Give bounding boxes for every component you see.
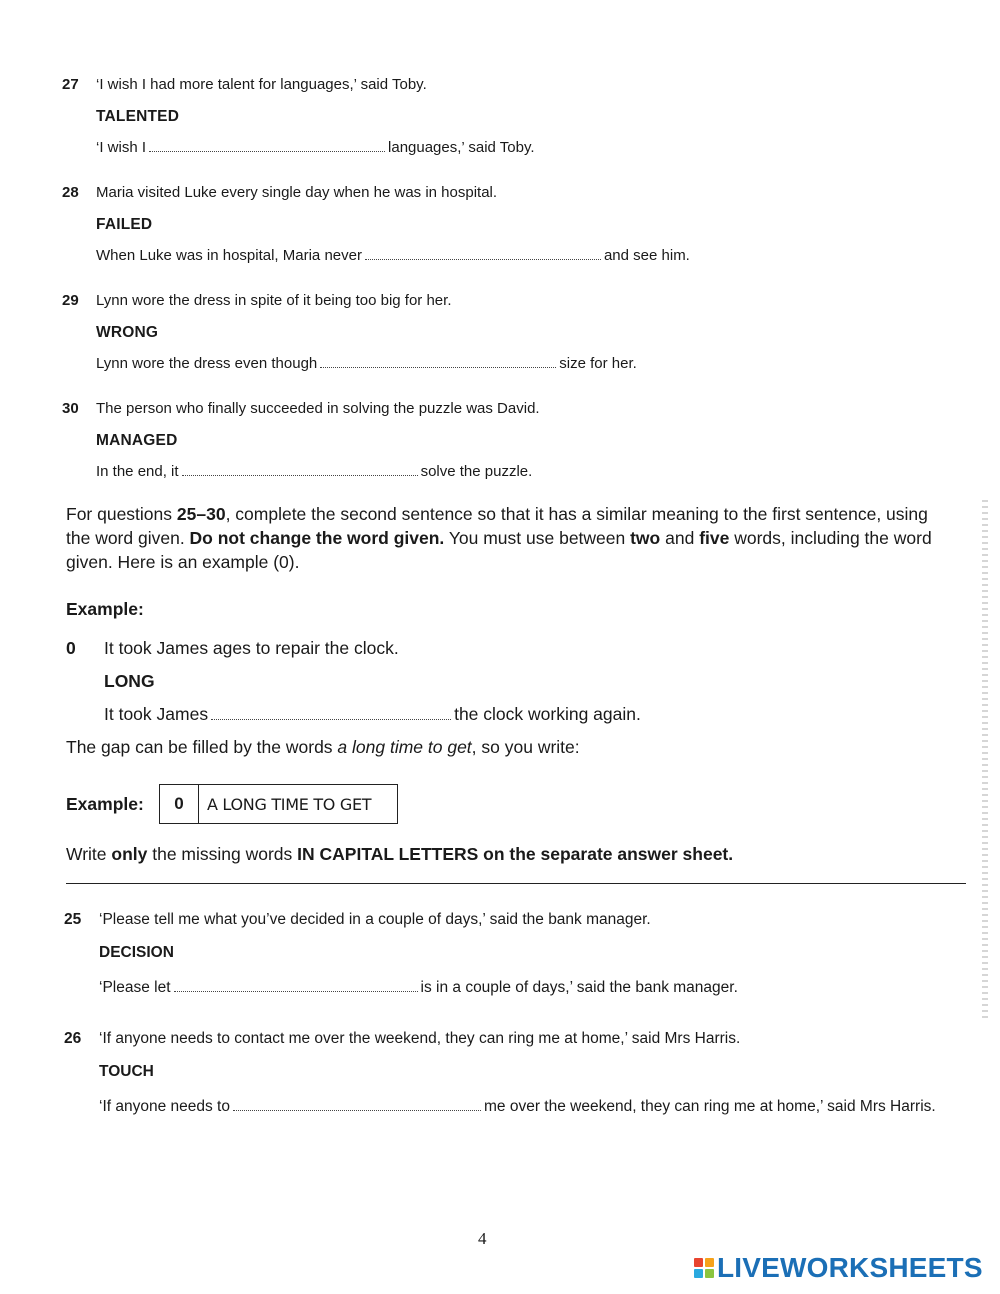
gap-after: is in a couple of days,’ said the bank manager. bbox=[420, 979, 738, 996]
gap-note-italic: a long time to get bbox=[337, 737, 472, 757]
question-gapped-sentence bbox=[96, 463, 532, 480]
question-original-sentence: Maria visited Luke every single day when he was in hospital. bbox=[96, 184, 498, 201]
answer-gap[interactable] bbox=[149, 139, 385, 152]
instr-text: and bbox=[660, 528, 700, 548]
gap-after: solve the puzzle. bbox=[420, 463, 533, 480]
answer-gap[interactable] bbox=[320, 355, 556, 368]
answer-gap[interactable] bbox=[365, 247, 601, 260]
question-keyword: WRONG bbox=[96, 324, 159, 341]
question-gapped-sentence bbox=[96, 139, 535, 156]
instr-two: two bbox=[630, 528, 661, 548]
instr-bold: Do not change the word given. bbox=[189, 528, 445, 548]
question-original-sentence: ‘I wish I had more talent for languages,’ said Toby. bbox=[96, 76, 427, 93]
gap-before: It took James bbox=[104, 704, 209, 724]
answer-gap[interactable] bbox=[233, 1098, 481, 1111]
question-gapped-sentence bbox=[99, 976, 949, 1000]
example-number: 0 bbox=[66, 638, 76, 658]
write-note-only: only bbox=[111, 844, 148, 864]
gap-after: size for her. bbox=[559, 355, 637, 372]
gap-before: When Luke was in hospital, Maria never bbox=[96, 247, 362, 264]
question-keyword: TOUCH bbox=[99, 1063, 154, 1080]
instructions-paragraph bbox=[66, 502, 956, 574]
liveworksheets-logo bbox=[694, 1252, 983, 1284]
question-number: 28 bbox=[62, 184, 79, 201]
section-divider bbox=[66, 883, 966, 884]
gap-before: Lynn wore the dress even though bbox=[96, 355, 318, 372]
question-original-sentence: The person who finally succeeded in solving the puzzle was David. bbox=[96, 400, 540, 417]
gap-before: In the end, it bbox=[96, 463, 179, 480]
gap-after: languages,’ said Toby. bbox=[388, 139, 535, 156]
write-note bbox=[66, 842, 956, 866]
question-keyword: TALENTED bbox=[96, 108, 180, 125]
question-number: 30 bbox=[62, 400, 79, 417]
example-keyword: LONG bbox=[104, 671, 155, 691]
write-note-b: the missing words bbox=[147, 844, 298, 864]
question-original-sentence: ‘Please tell me what you’ve decided in a couple of days,’ said the bank manager. bbox=[99, 911, 651, 928]
example-gap bbox=[211, 707, 451, 720]
instr-text: , complete the second sentence so that it has a similar meaning to the first sentence, using the word given. bbox=[66, 504, 928, 548]
example-answer-box bbox=[159, 784, 398, 824]
question-gapped-sentence bbox=[96, 247, 690, 264]
example-box-answer: A LONG TIME TO GET bbox=[207, 794, 372, 814]
example-heading: Example: bbox=[66, 599, 144, 619]
page-number: 4 bbox=[478, 1229, 487, 1248]
scan-edge-mark bbox=[982, 500, 988, 1020]
question-original-sentence: Lynn wore the dress in spite of it being too big for her. bbox=[96, 292, 452, 309]
instr-five: five bbox=[699, 528, 730, 548]
logo-wordmark: LIVEWORKSHEETS bbox=[717, 1252, 983, 1283]
answer-gap[interactable] bbox=[182, 463, 418, 476]
question-gapped-sentence bbox=[99, 1095, 949, 1119]
question-number: 29 bbox=[62, 292, 79, 309]
logo-grid-icon bbox=[694, 1258, 714, 1278]
write-note-bold: IN CAPITAL LETTERS on the separate answer sheet. bbox=[297, 844, 734, 864]
write-note-a: Write bbox=[66, 844, 112, 864]
question-keyword: DECISION bbox=[99, 944, 174, 961]
example-original-sentence: It took James ages to repair the clock. bbox=[104, 638, 399, 658]
question-number: 25 bbox=[64, 911, 82, 928]
gap-after: the clock working again. bbox=[454, 704, 641, 724]
example-box-number: 0 bbox=[160, 785, 199, 823]
question-gapped-sentence bbox=[96, 355, 637, 372]
gap-note-a: The gap can be filled by the words bbox=[66, 737, 338, 757]
instr-text: For questions bbox=[66, 504, 177, 524]
example-gapped-sentence bbox=[104, 704, 641, 725]
instr-range: 25–30 bbox=[176, 504, 226, 524]
gap-after: me over the weekend, they can ring me at home,’ said Mrs Harris. bbox=[484, 1098, 936, 1115]
answer-gap[interactable] bbox=[174, 979, 418, 992]
gap-after: and see him. bbox=[603, 247, 690, 264]
gap-note-text bbox=[66, 737, 580, 758]
question-keyword: MANAGED bbox=[96, 432, 178, 449]
question-keyword: FAILED bbox=[96, 216, 153, 233]
instr-text: words, including the word given. Here is an example (0). bbox=[66, 528, 932, 572]
gap-before: ‘If anyone needs to bbox=[99, 1098, 230, 1115]
question-number: 26 bbox=[64, 1030, 82, 1047]
gap-before: ‘Please let bbox=[99, 979, 171, 996]
question-number: 27 bbox=[62, 76, 79, 93]
gap-note-b: , so you write: bbox=[471, 737, 580, 757]
gap-before: ‘I wish I bbox=[96, 139, 147, 156]
instr-text: You must use between bbox=[444, 528, 631, 548]
question-original-sentence: ‘If anyone needs to contact me over the weekend, they can ring me at home,’ said Mrs Harris. bbox=[99, 1030, 741, 1047]
example-box-label: Example: bbox=[66, 794, 144, 814]
